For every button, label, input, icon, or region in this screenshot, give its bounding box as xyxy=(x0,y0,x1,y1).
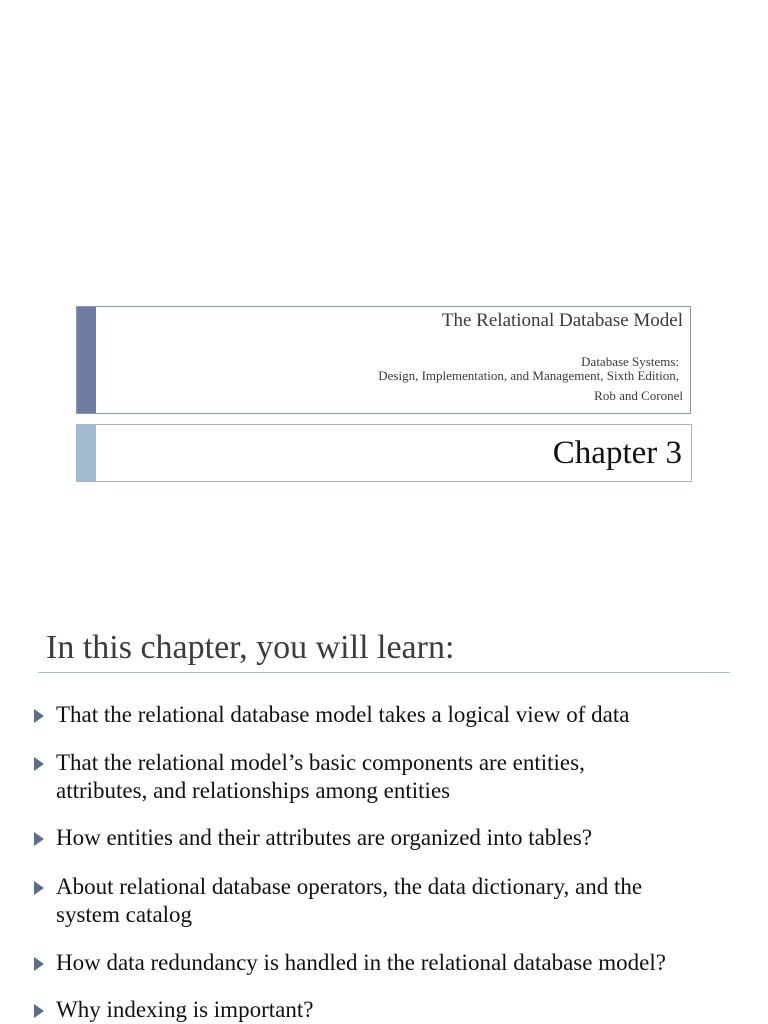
bullet-arrow-icon xyxy=(34,957,44,971)
slide-title: The Relational Database Model xyxy=(441,310,683,331)
bullet-arrow-icon xyxy=(34,757,44,771)
chapter-accent-bar xyxy=(77,425,96,481)
subtitle-line-1: Database Systems: xyxy=(581,354,679,369)
bullet-text-line: Why indexing is important? xyxy=(56,997,314,1022)
bullet-arrow-icon xyxy=(34,832,44,846)
title-accent-bar xyxy=(77,307,96,413)
bullet-text-line: attributes, and relationships among entities xyxy=(56,778,451,803)
bullet-arrow-icon xyxy=(34,709,44,723)
bullet-text-line: About relational database operators, the data dictionary, and the xyxy=(56,874,643,899)
slide-authors: Rob and Coronel xyxy=(594,388,683,403)
bullet-text-line: system catalog xyxy=(56,902,193,927)
bullet-text-line: How entities and their attributes are organized into tables? xyxy=(56,825,593,850)
bullet-arrow-icon xyxy=(34,1004,44,1018)
chapter-box xyxy=(76,424,692,482)
bullet-text-line: How data redundancy is handled in the relational database model? xyxy=(56,950,666,975)
title-slide-box xyxy=(76,306,691,414)
bullet-arrow-icon xyxy=(34,881,44,895)
bullet-text-line: That the relational database model takes a logical view of data xyxy=(56,702,630,727)
learn-heading: In this chapter, you will learn: xyxy=(46,629,455,666)
slide-subtitle xyxy=(378,355,679,383)
bullet-text-line: That the relational model’s basic components are entities, xyxy=(56,750,585,775)
heading-divider xyxy=(38,672,730,673)
chapter-title: Chapter 3 xyxy=(552,435,682,471)
subtitle-line-2: Design, Implementation, and Management, Sixth Edition, xyxy=(378,368,679,383)
